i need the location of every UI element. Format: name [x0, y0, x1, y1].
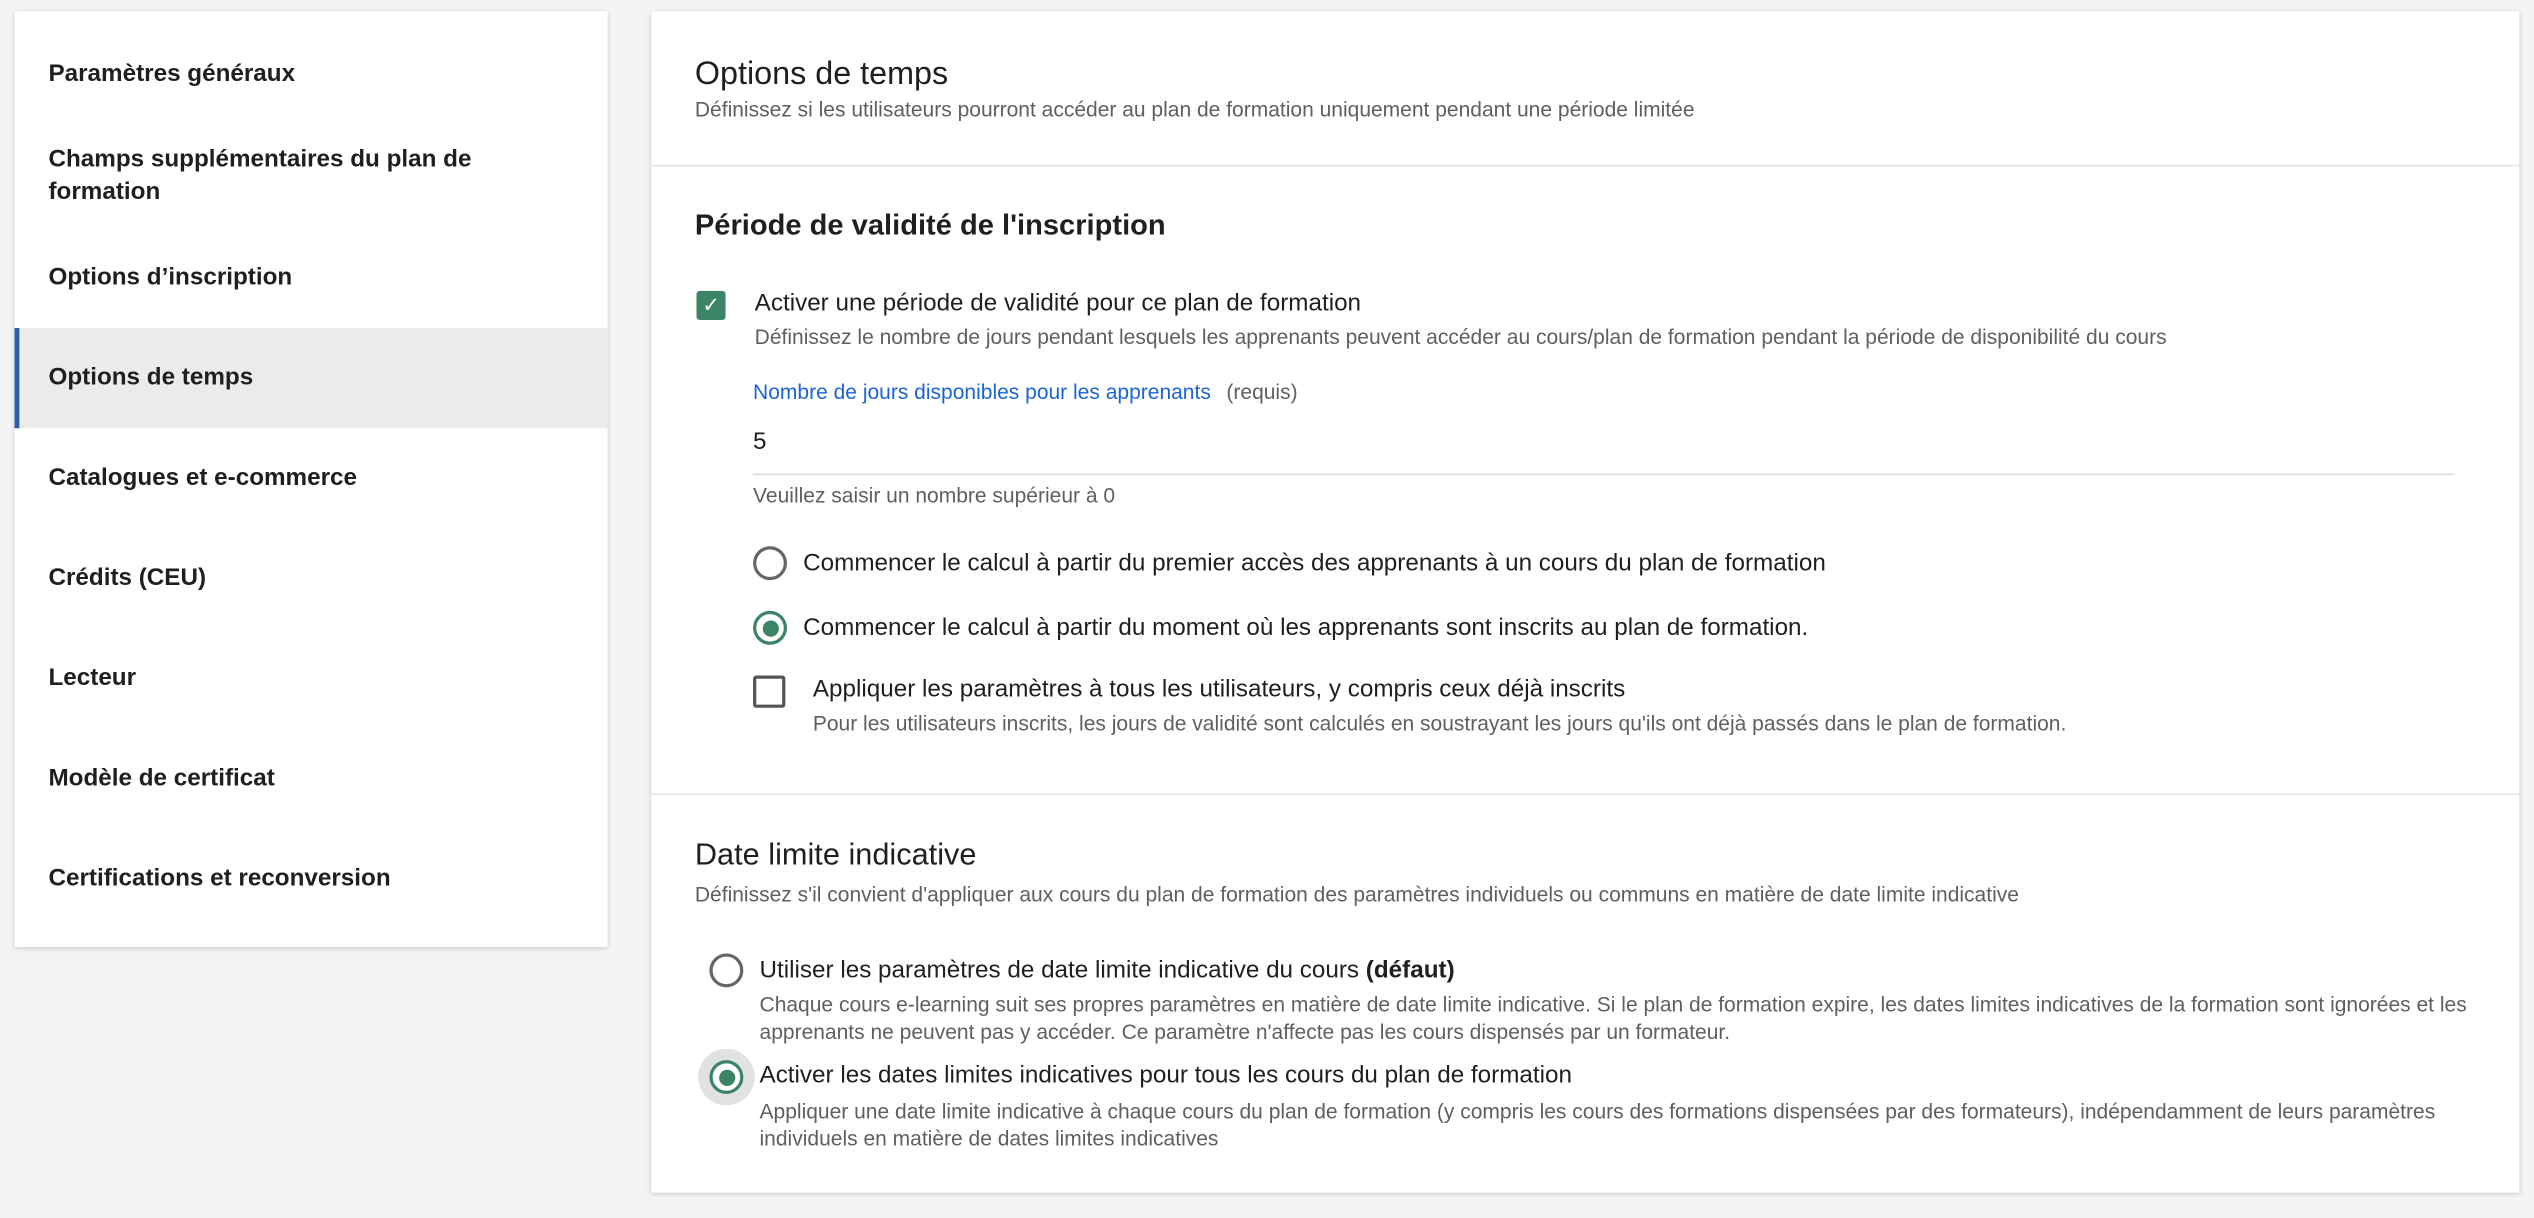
- sidebar-item-credits[interactable]: [15, 528, 608, 628]
- radio-course-deadline[interactable]: [709, 953, 743, 987]
- sidebar-item-time-options[interactable]: [15, 328, 608, 428]
- required-tag: (requis): [1226, 379, 1298, 404]
- settings-sidebar: [15, 11, 608, 947]
- divider: [651, 165, 2519, 167]
- radio-enrollment-label: Commencer le calcul à partir du moment où les apprenants sont inscrits au plan de formation.: [803, 614, 1809, 642]
- sidebar-item-label: Options d’inscription: [48, 263, 293, 291]
- radio-first-access[interactable]: [753, 546, 787, 580]
- radio-first-access-label: Commencer le calcul à partir du premier accès des apprenants à un cours du plan de formation: [803, 549, 1826, 577]
- enable-validity-label: Activer une période de validité pour ce plan de formation: [754, 289, 1362, 317]
- radio-enrollment[interactable]: [753, 611, 787, 645]
- sidebar-item-certificate-template[interactable]: [15, 729, 608, 829]
- radio-all-deadlines-desc: Appliquer une date limite indicative à chaque cours du plan de formation (y compris les cours des formations dispensées par des formateurs), indépendamment de leurs paramètres individuels en matière de dates limites indicatives: [759, 1098, 2436, 1151]
- sidebar-item-catalogs-ecommerce[interactable]: [15, 428, 608, 528]
- sidebar-item-additional-fields[interactable]: [15, 124, 608, 227]
- apply-all-label: Appliquer les paramètres à tous les utilisateurs, y compris ceux déjà inscrits: [812, 675, 1626, 703]
- radio-course-deadline-desc: Chaque cours e-learning suit ses propres paramètres en matière de date limite indicative. Si le plan de formation expire, les dates limites indicatives de la formation sont ignorées et les apprenants ne peuvent pas y accéder. Ce paramètre n'affecte pas les cours dispensés par un formateur.: [759, 992, 2467, 1044]
- sidebar-item-label: Crédits (CEU): [48, 563, 207, 592]
- page-subtitle: Définissez si les utilisateurs pourront accéder au plan de formation uniquement pendant une période limitée: [694, 96, 1695, 122]
- sidebar-item-enrollment-options[interactable]: [15, 228, 608, 328]
- sidebar-item-player[interactable]: [15, 629, 608, 729]
- sidebar-item-label: Catalogues et e-commerce: [48, 463, 357, 492]
- enable-validity-desc: Définissez le nombre de jours pendant lesquels les apprenants peuvent accéder au cours/plan de formation pendant la période de disponibilité du cours: [754, 324, 2167, 350]
- sidebar-item-label: Lecteur: [48, 664, 137, 692]
- sidebar-item-label: Certifications et reconversion: [48, 864, 391, 893]
- deadline-subtitle: Définissez s'il convient d'appliquer aux cours du plan de formation des paramètres individuels ou communs en matière de date limite indicative: [694, 882, 2019, 907]
- days-label-text: Nombre de jours disponibles pour les apprenants: [753, 379, 1211, 404]
- days-input[interactable]: [753, 425, 2455, 475]
- apply-all-desc: Pour les utilisateurs inscrits, les jours de validité sont calculés en soustrayant les jours qu'ils ont déjà passés dans le plan de formation.: [812, 711, 2067, 736]
- days-input-value: 5: [753, 428, 767, 456]
- enable-validity-checkbox[interactable]: [696, 291, 725, 320]
- default-badge: (défaut): [1365, 956, 1455, 985]
- days-hint: Veuillez saisir un nombre supérieur à 0: [753, 483, 1116, 508]
- sidebar-item-label: Paramètres généraux: [48, 59, 296, 88]
- radio-all-deadlines[interactable]: [709, 1060, 743, 1094]
- sidebar-item-general[interactable]: [15, 24, 608, 124]
- validity-section-title: Période de validité de l'inscription: [694, 208, 1166, 241]
- apply-all-checkbox[interactable]: [753, 675, 785, 707]
- radio-all-deadlines-label: Activer les dates limites indicatives pour tous les cours du plan de formation: [759, 1061, 1572, 1090]
- time-options-panel: [651, 11, 2519, 1192]
- days-field-label: [753, 380, 1298, 404]
- sidebar-item-label: Champs supplémentaires du plan de formation: [48, 145, 472, 206]
- sidebar-item-label: Options de temps: [48, 363, 254, 392]
- deadline-section-title: Date limite indicative: [694, 838, 977, 873]
- sidebar-item-label: Modèle de certificat: [48, 764, 275, 792]
- divider: [651, 793, 2519, 795]
- sidebar-item-certifications[interactable]: [15, 829, 608, 929]
- page-title: Options de temps: [694, 56, 949, 93]
- option1-label-text: Utiliser les paramètres de date limite indicative du cours: [759, 956, 1360, 985]
- check-icon: ✓: [702, 292, 720, 317]
- radio-course-deadline-label: [760, 957, 1455, 984]
